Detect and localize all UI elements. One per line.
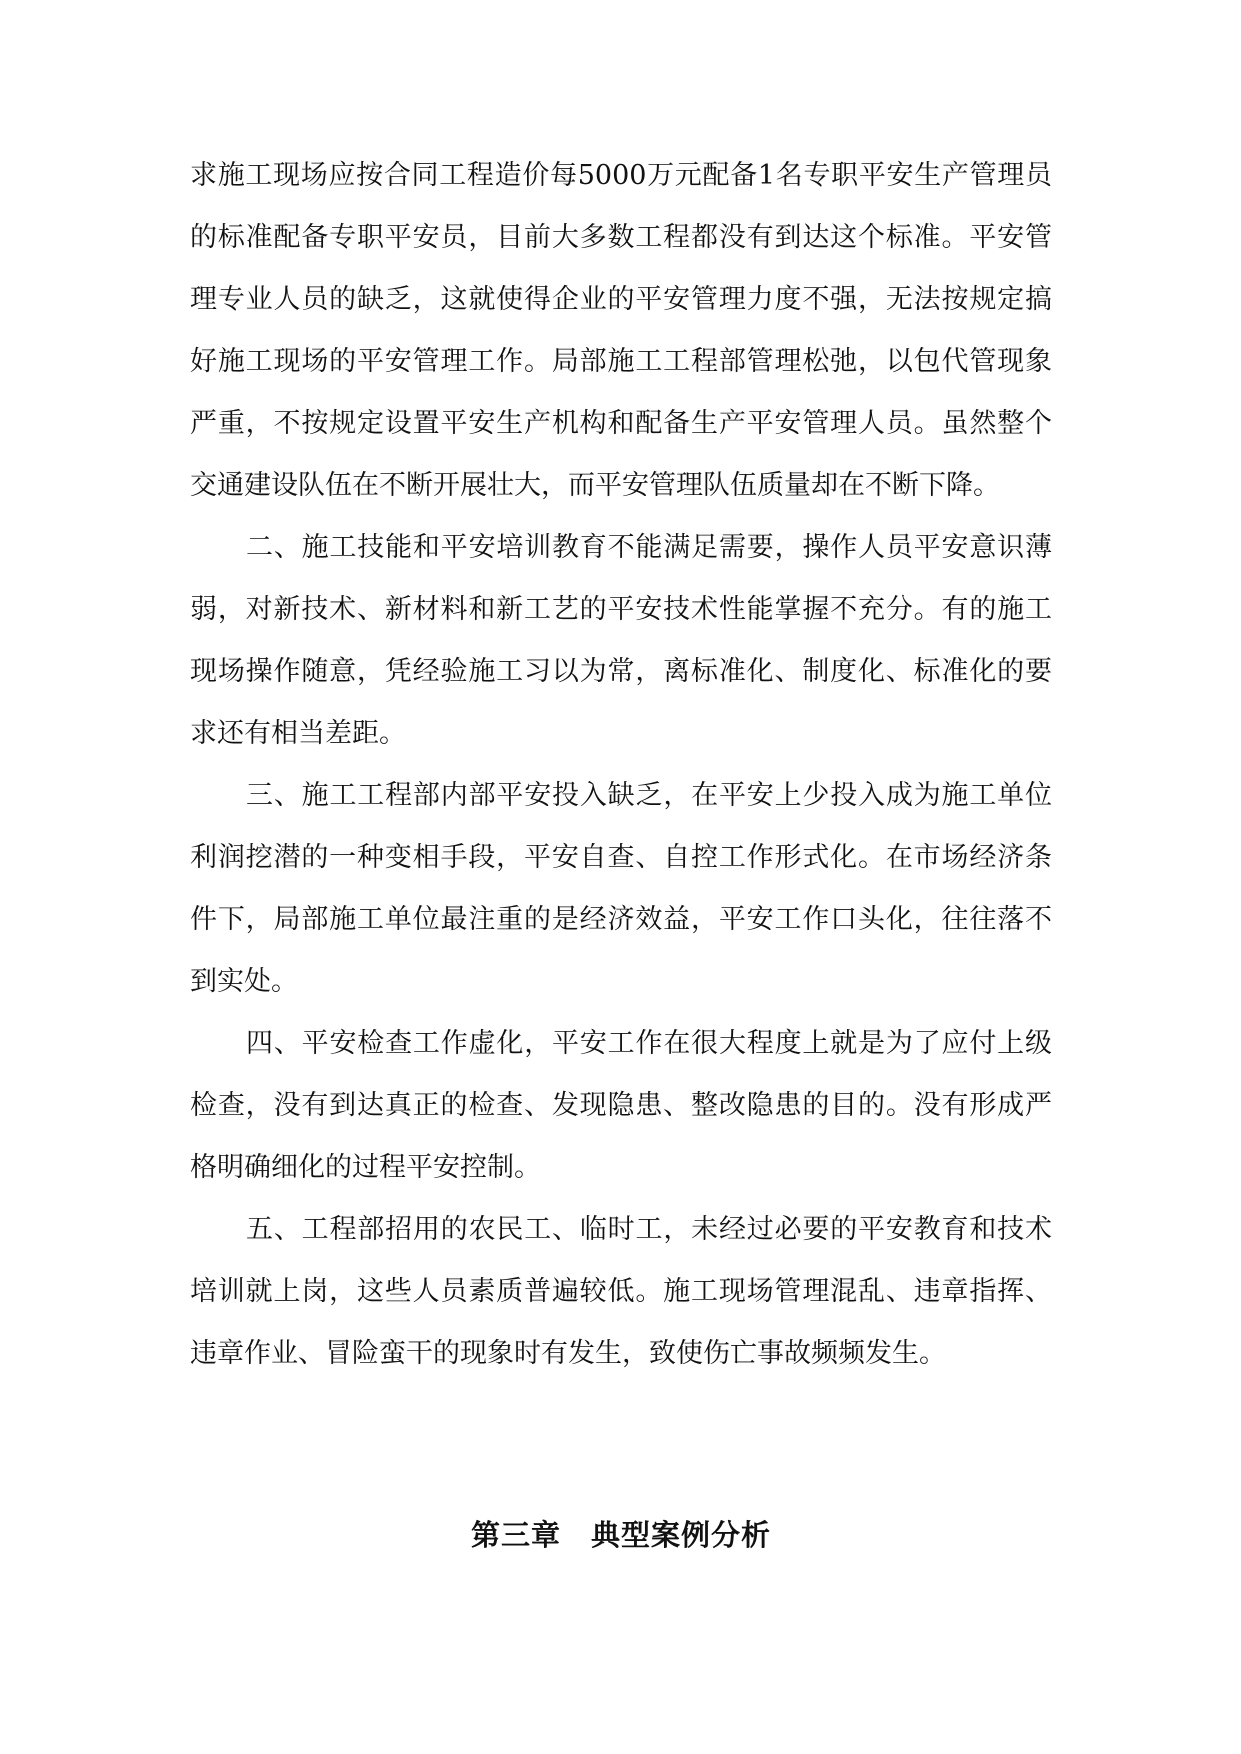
paragraph-continued: 求施工现场应按合同工程造价每5000万元配备1名专职平安生产管理员的标准配备专职平安员，目前大多数工程都没有到达这个标准。平安管理专业人员的缺乏，这就使得企业的平安管理力度不强，无法按规定搞好施工现场的平安管理工作。局部施工工程部管理松弛，以包代管现象严重，不按规定设置平安生产机构和配备生产平安管理人员。虽然整个交通建设队伍在不断开展壮大，而平安管理队伍质量却在不断下降。 (190, 160, 1052, 501)
paragraph-point-two: 二、施工技能和平安培训教育不能满足需要，操作人员平安意识薄弱，对新技术、新材料和新工艺的平安技术性能掌握不充分。有的施工现场操作随意，凭经验施工习以为常，离标准化、制度化、标准化的要求还有相当差距。 (190, 532, 1052, 749)
paragraph-point-four: 四、平安检查工作虚化，平安工作在很大程度上就是为了应付上级检查，没有到达真正的检查、发现隐患、整改隐患的目的。没有形成严格明确细化的过程平安控制。 (190, 1028, 1052, 1183)
chapter-heading: 第三章 典型案例分析 (470, 1518, 771, 1552)
paragraph-point-five: 五、工程部招用的农民工、临时工，未经过必要的平安教育和技术培训就上岗，这些人员素质普遍较低。施工现场管理混乱、违章指挥、违章作业、冒险蛮干的现象时有发生，致使伤亡事故频频发生。 (190, 1214, 1052, 1369)
body-text (190, 145, 1052, 1385)
paragraph-point-three: 三、施工工程部内部平安投入缺乏，在平安上少投入成为施工单位利润挖潜的一种变相手段，平安自查、自控工作形式化。在市场经济条件下，局部施工单位最注重的是经济效益，平安工作口头化，往往落不到实处。 (190, 780, 1052, 997)
